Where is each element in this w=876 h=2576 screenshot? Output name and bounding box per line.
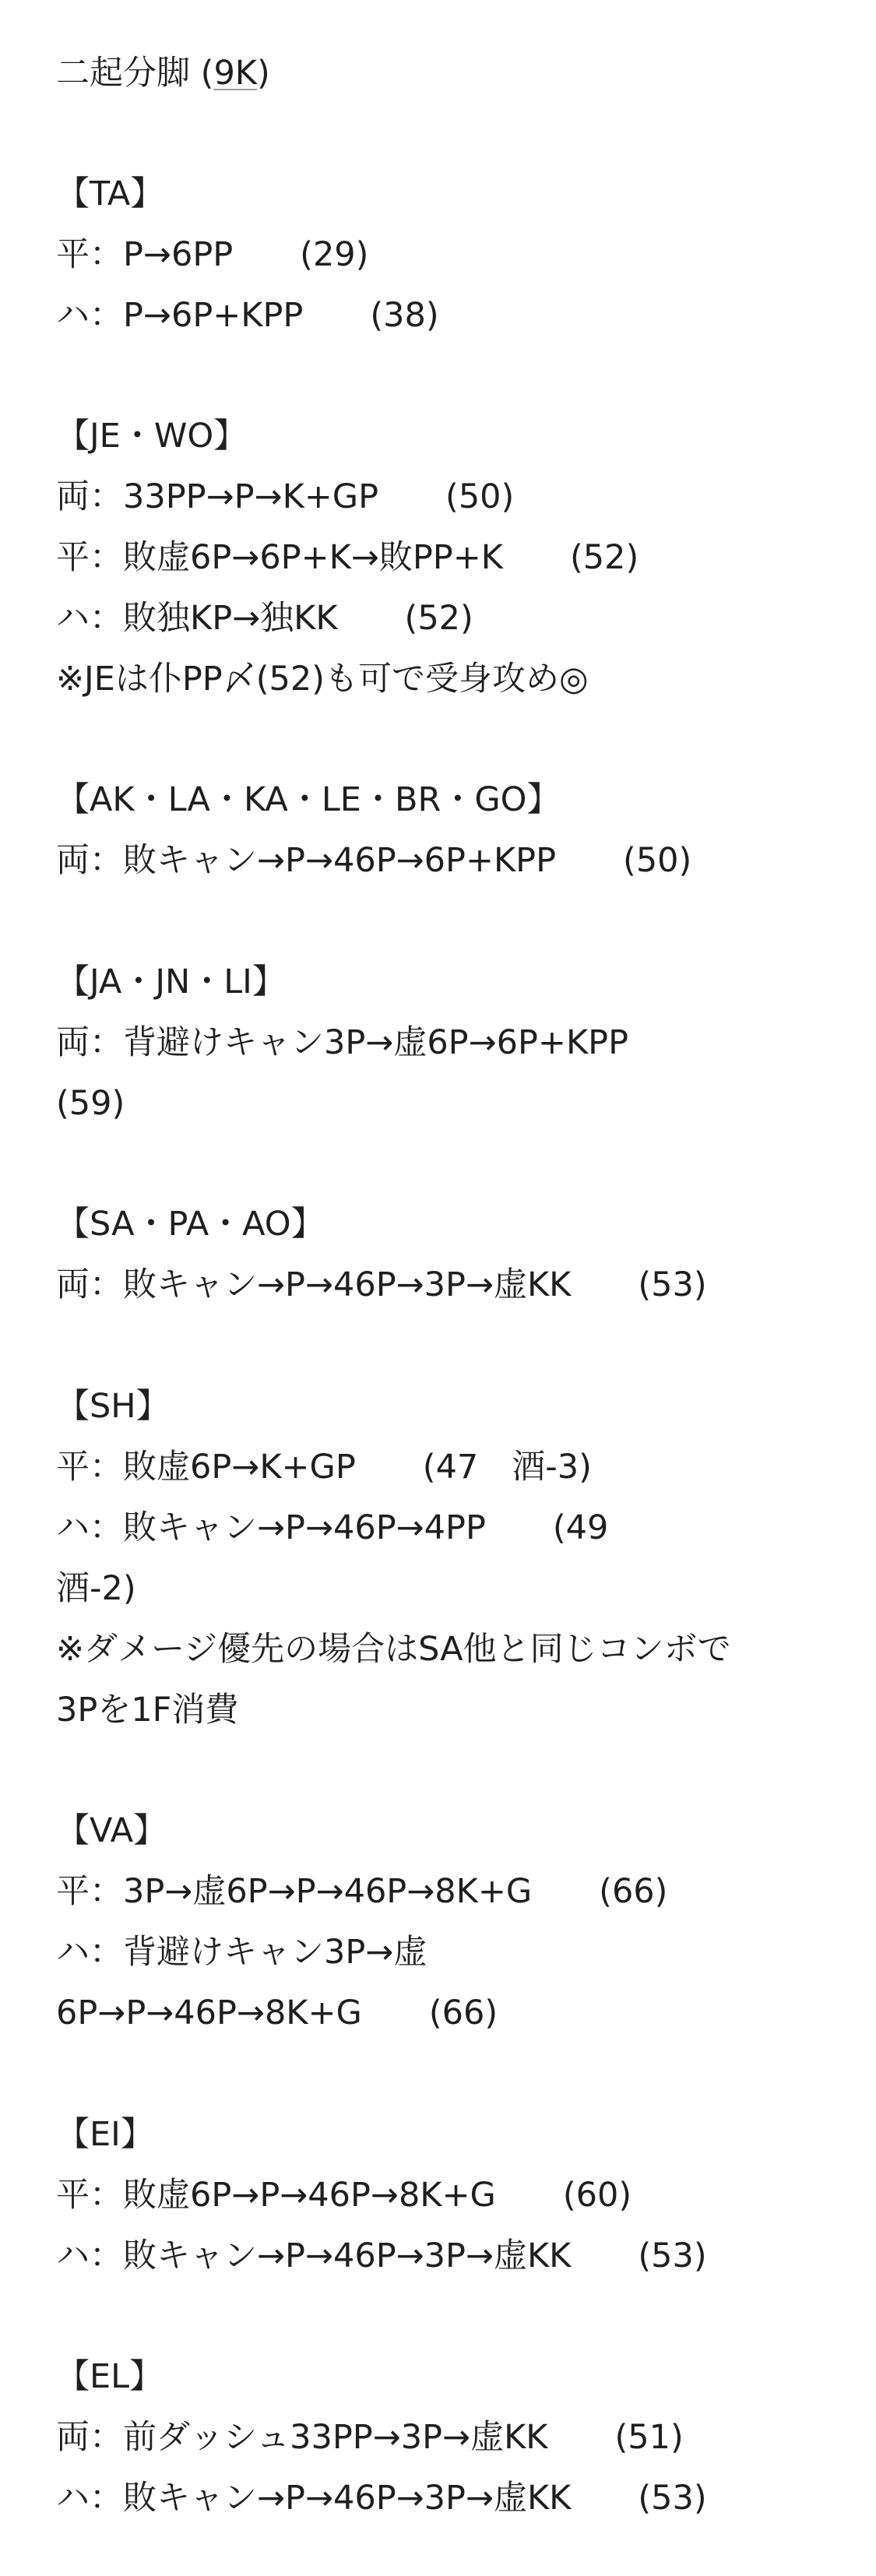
combo-line: (59) [56, 1084, 125, 1123]
combo-line: ハ：敗キャン→P→46P→3P→虚KK (53) [56, 2479, 707, 2518]
section-header-sa-group: 【SA・PA・AO】 [56, 1205, 325, 1244]
combo-line: ハ：背避けキャン3P→虚 [56, 1933, 427, 1972]
combo-line: ハ：敗独KP→独KK (52) [56, 599, 473, 638]
combo-line: 両：背避けキャン3P→虚6P→6P+KPP [56, 1023, 629, 1062]
combo-line: 平：P→6PP (29) [56, 235, 369, 274]
title-prefix: 二起分脚 ( [56, 54, 214, 93]
page-title [56, 54, 270, 93]
section-header-el: 【EL】 [56, 2357, 164, 2396]
combo-line: 平：敗虚6P→P→46P→8K+G (60) [56, 2176, 632, 2215]
combo-line: 平：3P→虚6P→P→46P→8K+G (66) [56, 1872, 668, 1911]
combo-line: ハ：P→6P+KPP (38) [56, 296, 439, 335]
section-header-sh: 【SH】 [56, 1387, 170, 1426]
section-header-je-wo: 【JE・WO】 [56, 417, 248, 456]
title-suffix: ) [257, 54, 270, 93]
combo-line: 両：前ダッシュ33PP→3P→虚KK (51) [56, 2418, 684, 2457]
section-header-ta: 【TA】 [56, 174, 164, 213]
section-header-ja-group: 【JA・JN・LI】 [56, 962, 286, 1001]
combo-line: 平：敗虚6P→6P+K→敗PP+K (52) [56, 538, 639, 577]
section-header-va: 【VA】 [56, 1811, 167, 1850]
combo-line: 6P→P→46P→8K+G (66) [56, 1994, 498, 2032]
combo-line: 酒-2) [56, 1569, 136, 1608]
combo-line: ハ：敗キャン→P→46P→3P→虚KK (53) [56, 2236, 707, 2275]
combo-note: 3Pを1F消費 [56, 1691, 239, 1730]
combo-line: ハ：敗キャン→P→46P→4PP (49 [56, 1508, 609, 1547]
title-link[interactable]: 9K [213, 54, 258, 93]
combo-line: 両：33PP→P→K+GP (50) [56, 477, 515, 516]
combo-note: ※JEは仆PP〆(52)も可で受身攻め◎ [56, 660, 589, 699]
combo-note: ※ダメージ優先の場合はSA他と同じコンボで [56, 1630, 731, 1669]
combo-line: 両：敗キャン→P→46P→3P→虚KK (53) [56, 1265, 707, 1304]
section-header-ei: 【EI】 [56, 2115, 154, 2154]
combo-line: 平：敗虚6P→K+GP (47 酒-3) [56, 1448, 592, 1487]
section-header-ak-group: 【AK・LA・KA・LE・BR・GO】 [56, 780, 561, 819]
combo-line: 両：敗キャン→P→46P→6P+KPP (50) [56, 841, 692, 880]
